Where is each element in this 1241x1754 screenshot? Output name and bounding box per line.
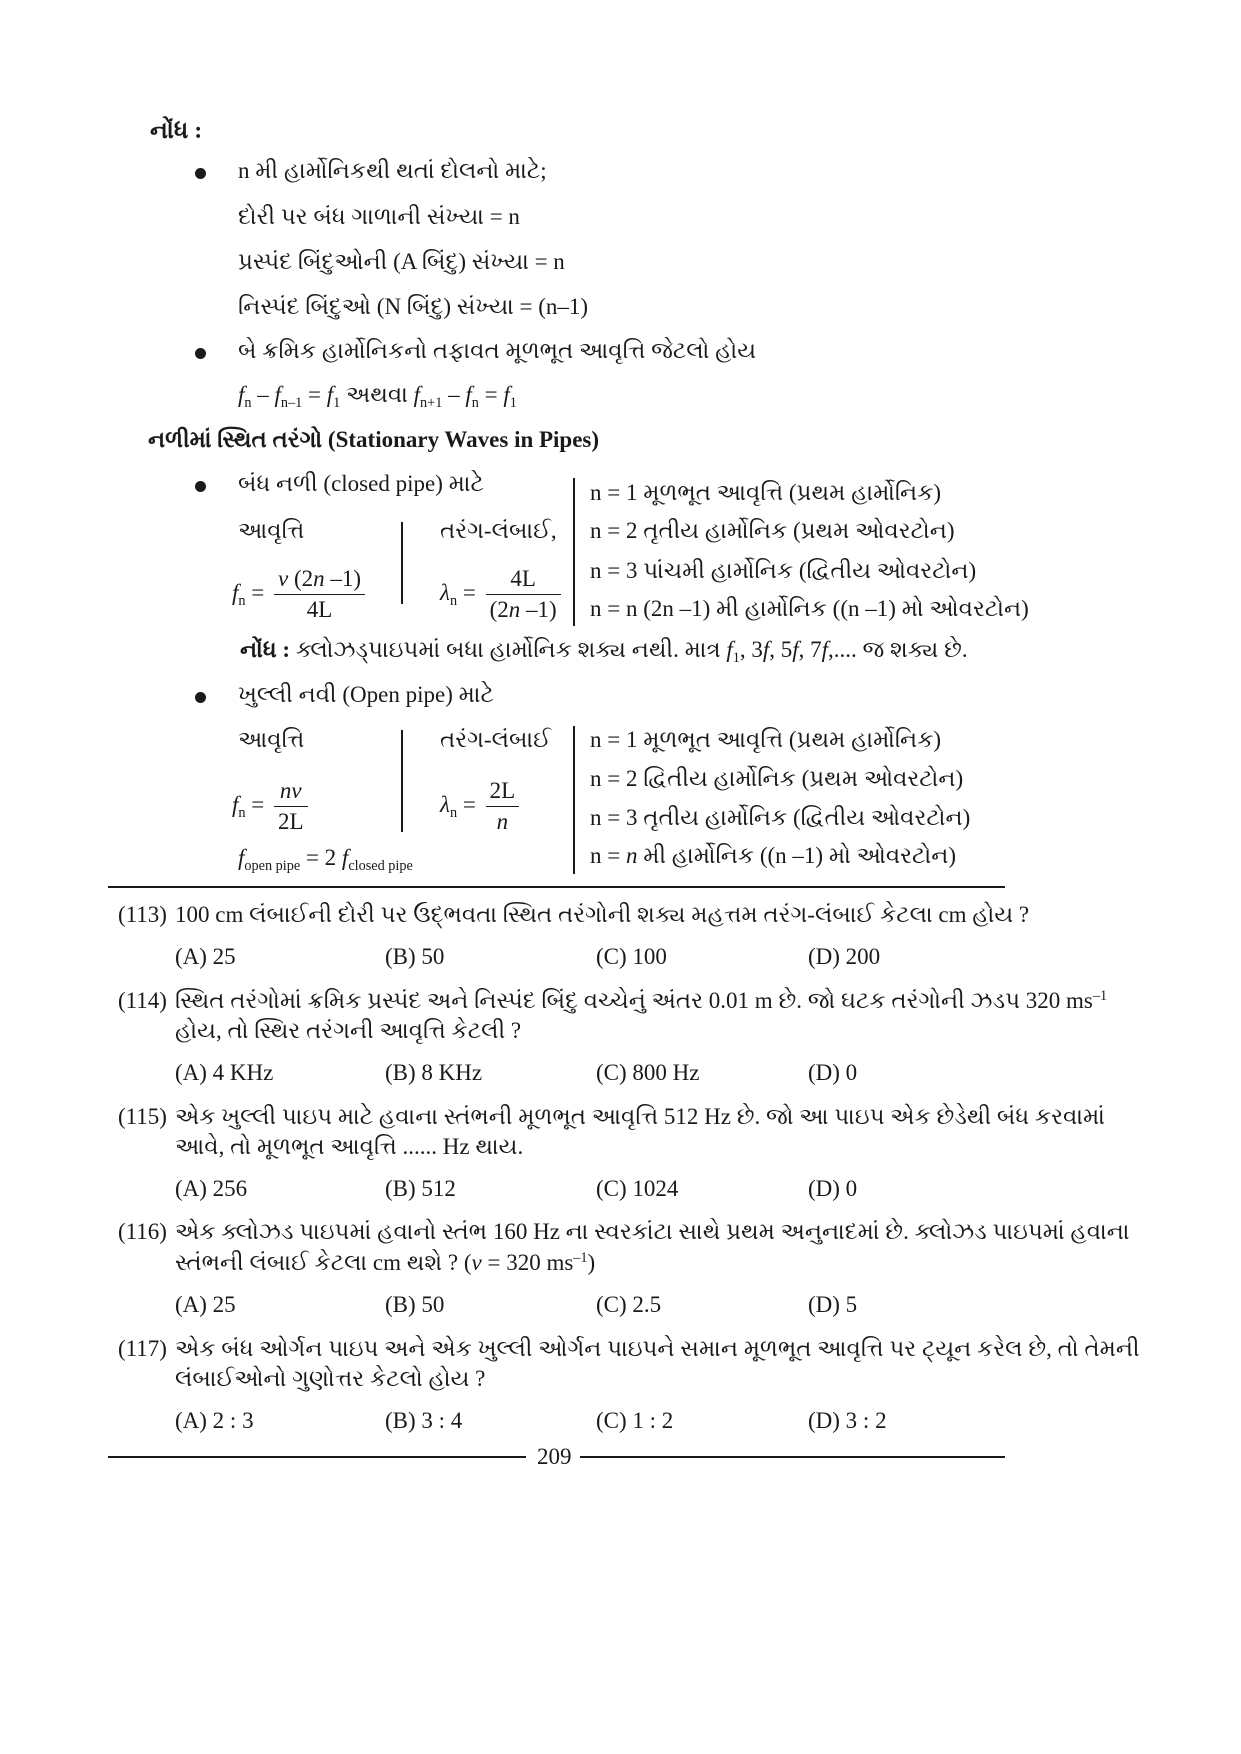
note-line: દોરી પર બંધ ગાળાની સંખ્યા = n bbox=[238, 204, 520, 229]
note-line: પ્રસ્પંદ બિંદુઓની (A બિંદુ) સંખ્યા = n bbox=[238, 249, 565, 274]
frequency-label: આવૃત્તિ bbox=[238, 727, 305, 752]
option-d: (D) 200 bbox=[808, 944, 881, 969]
question-number: (115) bbox=[118, 1104, 167, 1129]
option-b: (B) 512 bbox=[385, 1176, 456, 1201]
question-text: સ્તંભની લંબાઈ કેટલા cm થશે ? (v = 320 $ms^{-1}$) bbox=[175, 1250, 596, 1275]
option-c: (C) 2.5 bbox=[596, 1292, 662, 1317]
closed-harmonic-1: n = 1 મૂળભૂત આવૃત્તિ (પ્રથમ હાર્મોનિક) bbox=[590, 480, 942, 505]
note-heading: નોંધ : bbox=[150, 118, 203, 144]
frequency-label: આવૃત્તિ bbox=[238, 518, 305, 543]
question-text: એક બંધ ઓર્ગન પાઇપ અને એક ખુલ્લી ઓર્ગન પાઇપને સમાન મૂળભૂત આવૃત્તિ પર ટ્યૂન કરેલ છે, તો તેમની bbox=[175, 1336, 1140, 1361]
divider bbox=[401, 522, 403, 604]
option-c: (C) 1 : 2 bbox=[596, 1408, 674, 1433]
option-b: (B) 50 bbox=[385, 944, 445, 969]
option-c: (C) 100 bbox=[596, 944, 667, 969]
divider bbox=[401, 730, 403, 832]
bullet-icon bbox=[195, 692, 206, 703]
wavelength-label: તરંગ-લંબાઈ bbox=[440, 727, 551, 752]
closed-frequency-formula: $f_n$ = $\frac{v (2n -1)}{4L}$ bbox=[232, 566, 369, 623]
note-line: નિસ્પંદ બિંદુઓ (N બિંદુ) સંખ્યા = (n–1) bbox=[238, 294, 589, 319]
option-d: (D) 3 : 2 bbox=[808, 1408, 887, 1433]
bullet-icon bbox=[195, 481, 206, 492]
option-b: (B) 3 : 4 bbox=[385, 1408, 463, 1433]
wavelength-label: તરંગ-લંબાઈ, bbox=[440, 518, 557, 543]
option-a: (A) 256 bbox=[175, 1176, 248, 1201]
open-closed-relation: $f_{open pipe} = 2$ $f_{closed pipe}$ bbox=[238, 845, 413, 874]
footer-rule-left bbox=[108, 1456, 526, 1458]
question-text: લંબાઈઓનો ગુણોત્તર કેટલો હોય ? bbox=[175, 1366, 486, 1391]
option-d: (D) 0 bbox=[808, 1060, 858, 1085]
question-number: (113) bbox=[118, 902, 167, 927]
question-number: (116) bbox=[118, 1219, 167, 1244]
option-b: (B) 50 bbox=[385, 1292, 445, 1317]
closed-wavelength-formula: $\lambda_n$ = $\frac{4L}{(2n -1)}$ bbox=[440, 566, 565, 623]
question-text: આવે, તો મૂળભૂત આવૃત્તિ ...... Hz થાય. bbox=[175, 1134, 524, 1159]
harmonic-difference-formula: $f_n - f_{n-1} = f_1$ અથવા $f_{n+1} - f_n = f_1$ bbox=[238, 382, 517, 411]
option-a: (A) 25 bbox=[175, 1292, 236, 1317]
question-text: 100 cm લંબાઈની દોરી પર ઉદ્‌ભવતા સ્થિત તરંગોની શક્ય મહત્તમ તરંગ-લંબાઈ કેટલા cm હોય ? bbox=[175, 902, 1030, 927]
option-b: (B) 8 KHz bbox=[385, 1060, 483, 1085]
open-pipe-title: ખુલ્લી નવી (Open pipe) માટે bbox=[238, 682, 494, 707]
option-c: (C) 800 Hz bbox=[596, 1060, 700, 1085]
open-harmonic-4: n = n મી હાર્મોનિક ((n –1) મો ઓવરટોન) bbox=[590, 843, 956, 868]
question-text: એક ખુલ્લી પાઇપ માટે હવાના સ્તંભની મૂળભૂત આવૃત્તિ 512 Hz છે. જો આ પાઇપ એક છેડેથી બંધ કરવામાં bbox=[175, 1104, 1105, 1129]
closed-pipe-note: નોંધ : ક્લોઝડ્પાઇપમાં બધા હાર્મોનિક શક્ય નથી. માત્ર $f_1$, 3f, 5f, 7f,.... જ શક્ય છે. bbox=[240, 637, 968, 666]
or-word: અથવા bbox=[346, 382, 408, 407]
note-line: બે ક્રમિક હાર્મોનિકનો તફાવત મૂળભૂત આવૃત્તિ જેટલો હોય bbox=[238, 338, 757, 363]
note-text: ક્લોઝડ્પાઇપમાં બધા હાર્મોનિક શક્ય નથી. માત્ર bbox=[295, 637, 721, 662]
open-frequency-formula: $f_n$ = $\frac{nv}{2L}$ bbox=[232, 778, 312, 835]
option-a: (A) 25 bbox=[175, 944, 236, 969]
question-number: (114) bbox=[118, 988, 167, 1013]
closed-harmonic-4: n = n (2n –1) મી હાર્મોનિક ((n –1) મો ઓવરટોન) bbox=[590, 596, 1029, 621]
closed-pipe-title: બંધ નળી (closed pipe) માટે bbox=[238, 471, 484, 496]
page-number: 209 bbox=[537, 1444, 572, 1469]
question-number: (117) bbox=[118, 1336, 167, 1361]
open-harmonic-2: n = 2 દ્વિતીય હાર્મોનિક (પ્રથમ ઓવરટોન) bbox=[590, 766, 964, 791]
section-divider bbox=[108, 886, 1005, 888]
option-a: (A) 2 : 3 bbox=[175, 1408, 254, 1433]
question-text: એક ક્લોઝડ પાઇપમાં હવાનો સ્તંભ 160 Hz ના સ્વરકાંટા સાથે પ્રથમ અનુનાદમાં છે. ક્લોઝડ પાઇપમાં હવાના bbox=[175, 1219, 1130, 1244]
open-harmonic-1: n = 1 મૂળભૂત આવૃત્તિ (પ્રથમ હાર્મોનિક) bbox=[590, 727, 942, 752]
option-c: (C) 1024 bbox=[596, 1176, 679, 1201]
option-d: (D) 0 bbox=[808, 1176, 858, 1201]
option-a: (A) 4 KHz bbox=[175, 1060, 274, 1085]
bullet-icon bbox=[195, 348, 206, 359]
note-label: નોંધ : bbox=[240, 637, 291, 662]
note-line: n મી હાર્મોનિકથી થતાં દોલનો માટે; bbox=[238, 158, 547, 183]
footer-rule-right bbox=[580, 1456, 1005, 1458]
note-end: જ શક્ય છે. bbox=[862, 637, 968, 662]
divider bbox=[573, 478, 575, 626]
option-d: (D) 5 bbox=[808, 1292, 858, 1317]
section-heading: નળીમાં સ્થિત તરંગો (Stationary Waves in Pipes) bbox=[148, 427, 600, 452]
bullet-icon bbox=[195, 168, 206, 179]
open-wavelength-formula: $\lambda_n$ = $\frac{2L}{n}$ bbox=[440, 778, 523, 835]
closed-harmonic-2: n = 2 તૃતીય હાર્મોનિક (પ્રથમ ઓવરટોન) bbox=[590, 518, 955, 543]
open-harmonic-3: n = 3 તૃતીય હાર્મોનિક (દ્વિતીય ઓવરટોન) bbox=[590, 805, 971, 830]
question-text: સ્થિત તરંગોમાં ક્રમિક પ્રસ્પંદ અને નિસ્પંદ બિંદુ વચ્ચેનું અંતર 0.01 m છે. જો ઘટક તરંગોની ઝડપ 320 $ms^{-1}$ bbox=[175, 988, 1108, 1013]
divider bbox=[573, 726, 575, 874]
closed-harmonic-3: n = 3 પાંચમી હાર્મોનિક (દ્વિતીય ઓવરટોન) bbox=[590, 558, 977, 583]
question-text: હોય, તો સ્થિર તરંગની આવૃત્તિ કેટલી ? bbox=[175, 1018, 522, 1043]
